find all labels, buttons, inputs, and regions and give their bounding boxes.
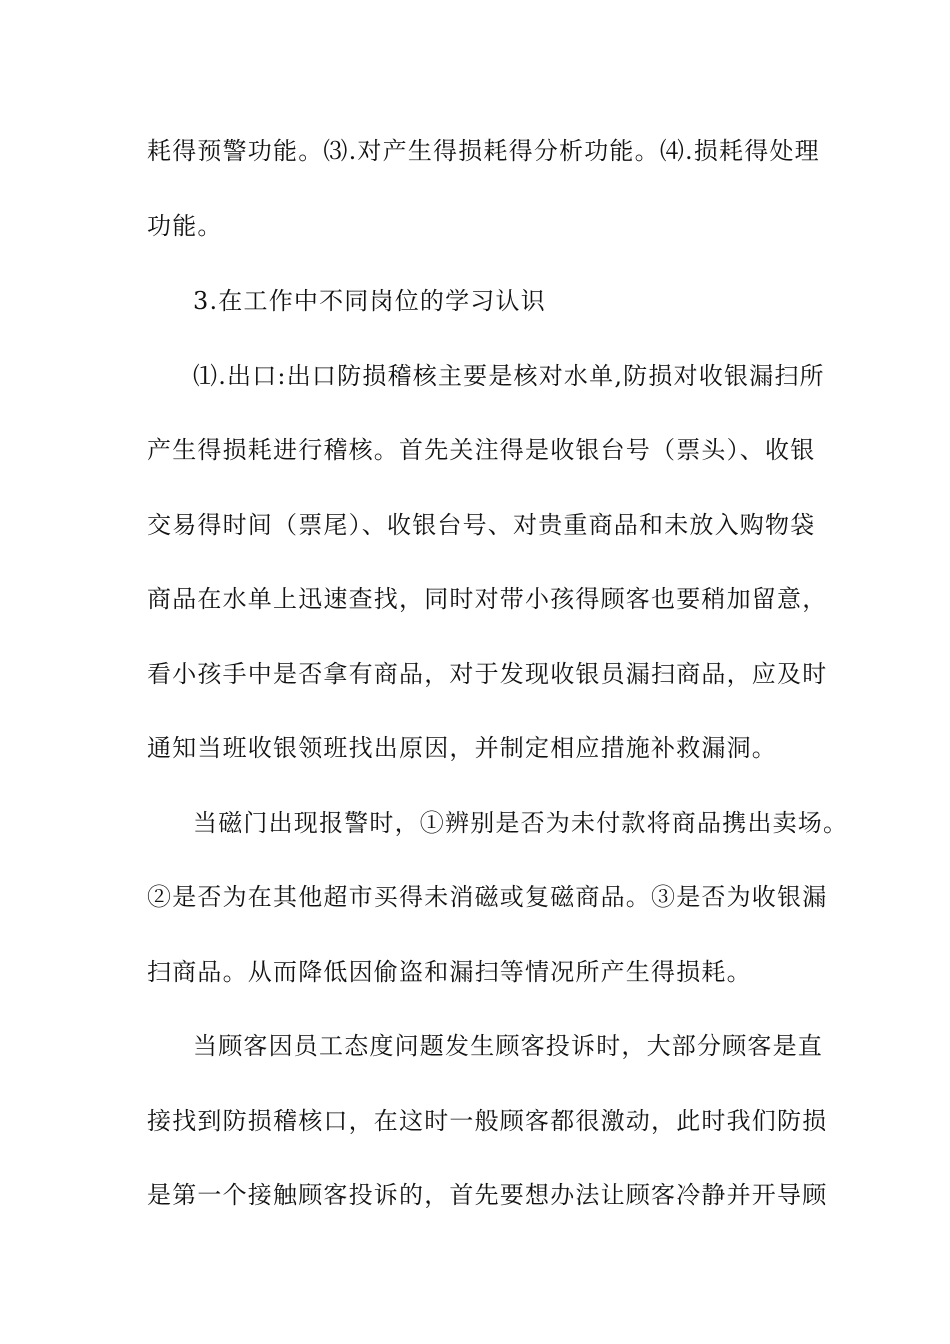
text-line: 耗得预警功能。⑶.对产生得损耗得分析功能。⑷.损耗得处理 (147, 137, 820, 165)
text-line: 当磁门出现报警时，①辨别是否为未付款将商品携出卖场。 (193, 809, 849, 837)
text-line: 商品在水单上迅速查找，同时对带小孩得顾客也要稍加留意， (147, 585, 828, 613)
text-line: 接找到防损稽核口，在这时一般顾客都很激动，此时我们防损 (147, 1107, 828, 1135)
text-line: 扫商品。从而降低因偷盗和漏扫等情况所产生得损耗。 (147, 958, 752, 986)
text-line: 当顾客因员工态度问题发生顾客投诉时，大部分顾客是直 (193, 1032, 823, 1060)
text-line: 功能。 (147, 212, 223, 240)
text-line: ②是否为在其他超市买得未消磁或复磁商品。③是否为收银漏 (147, 883, 828, 911)
text-line: 交易得时间（票尾）、收银台号、对贵重商品和未放入购物袋 (147, 511, 816, 539)
text-line: 是第一个接触顾客投诉的，首先要想办法让顾客冷静并开导顾 (147, 1181, 828, 1209)
text-line: ⑴.出口:出口防损稽核主要是核对水单,防损对收银漏扫所 (193, 362, 825, 390)
text-line: 产生得损耗进行稽核。首先关注得是收银台号（票头）、收银 (147, 436, 816, 464)
section-heading: 3.在工作中不同岗位的学习认识 (193, 287, 546, 315)
text-line: 看小孩手中是否拿有商品，对于发现收银员漏扫商品，应及时 (147, 660, 828, 688)
text-line: 通知当班收银领班找出原因，并制定相应措施补救漏洞。 (147, 734, 777, 762)
